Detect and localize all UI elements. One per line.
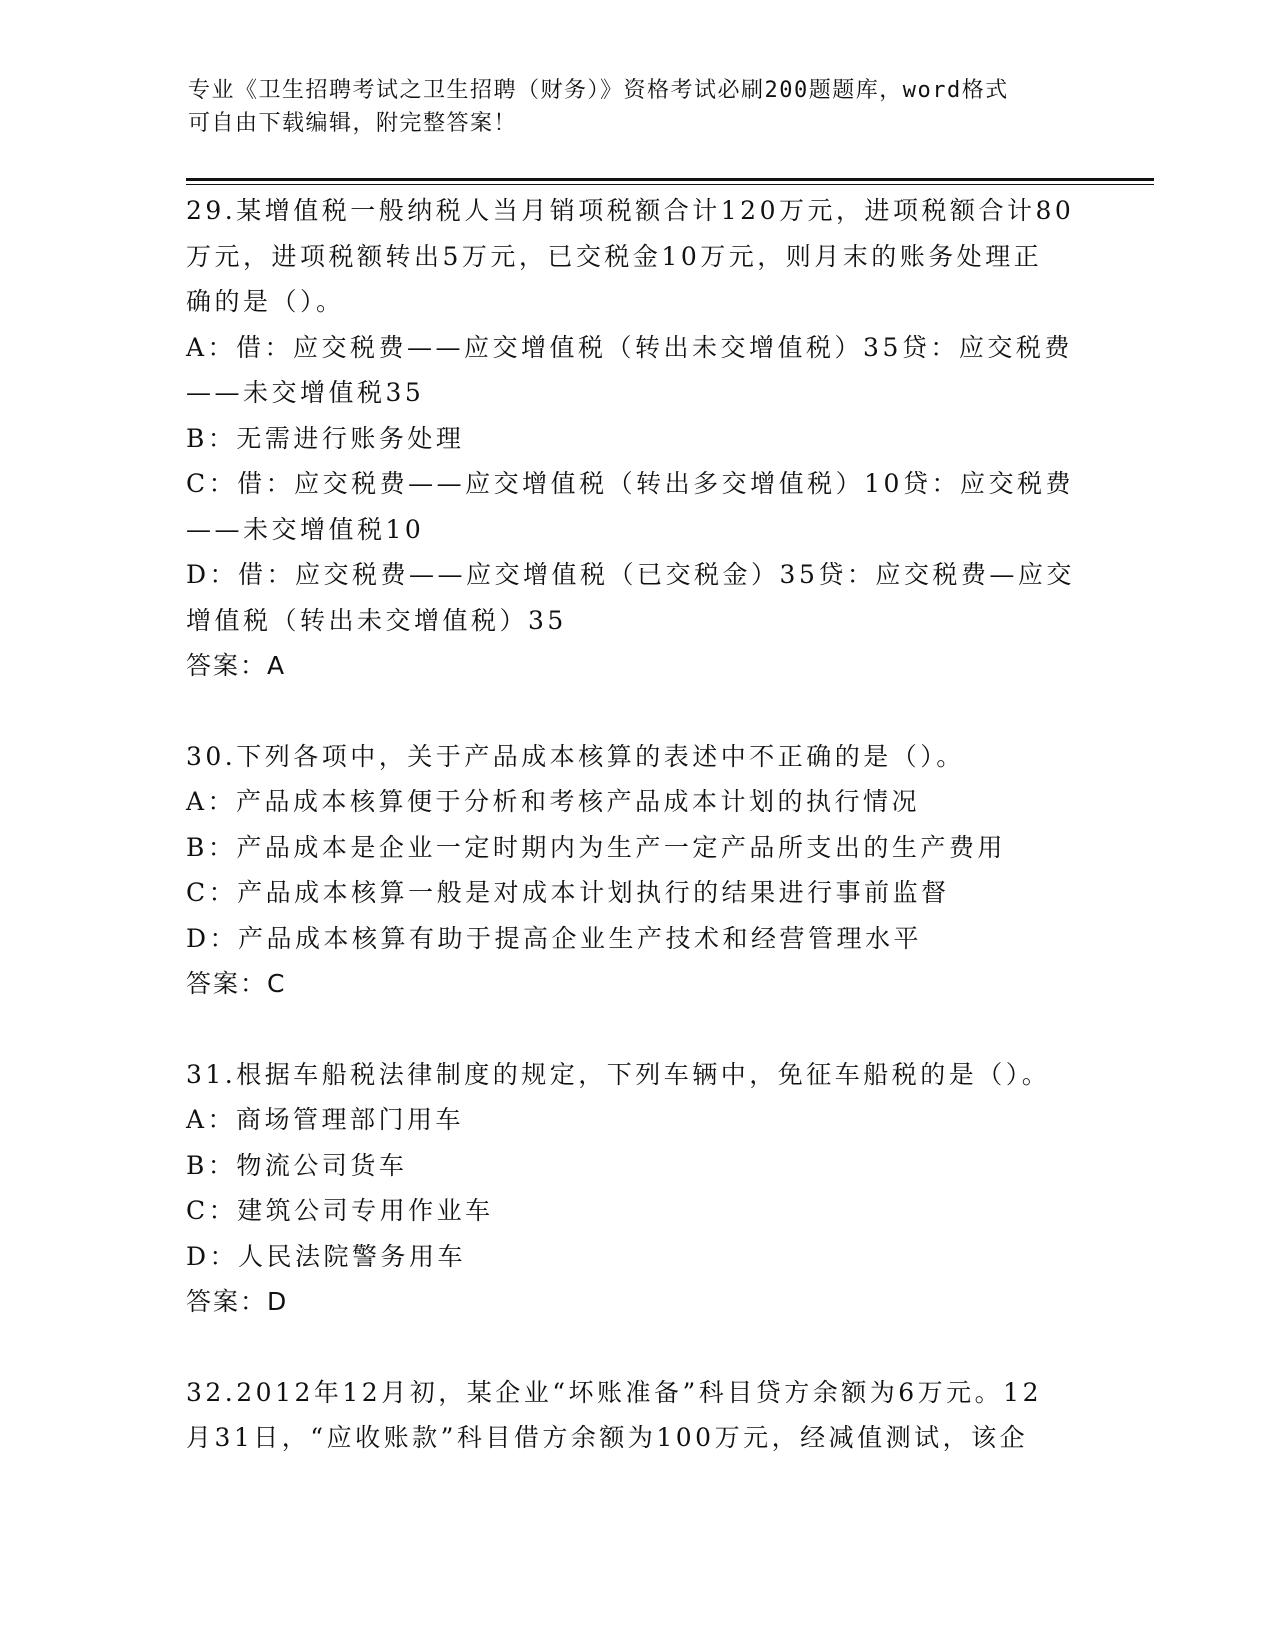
option-d-continued: 增值税（转出未交增值税）35 — [186, 605, 567, 635]
question-31 — [186, 1052, 1086, 1325]
question-29 — [186, 188, 1086, 689]
question-32 — [186, 1370, 1086, 1461]
question-text-line: 确的是（）。 — [186, 287, 345, 316]
option-a-continued: ——未交增值税35 — [186, 378, 425, 407]
header-line-1: 专业《卫生招聘考试之卫生招聘（财务）》资格考试必刷200题题库，word格式 — [188, 78, 1009, 103]
answer-line: 答案：A — [186, 651, 287, 680]
question-text-line: 万元，进项税额转出5万元，已交税金10万元，则月末的账务处理正 — [186, 241, 1043, 271]
option-a: A：商场管理部门用车 — [186, 1105, 465, 1134]
option-c: C：建筑公司专用作业车 — [186, 1196, 494, 1225]
option-d: D：产品成本核算有助于提高企业生产技术和经营管理水平 — [186, 923, 923, 953]
question-text-line: 月31日，“应收账款”科目借方余额为100万元，经减值测试，该企 — [186, 1423, 1029, 1452]
header-line-2: 可自由下载编辑，附完整答案！ — [188, 111, 518, 136]
question-text-line: 31.根据车船税法律制度的规定，下列车辆中，免征车船税的是（）。 — [186, 1059, 1051, 1089]
option-b: B：无需进行账务处理 — [186, 423, 465, 453]
option-a: A：产品成本核算便于分析和考核产品成本计划的执行情况 — [186, 787, 921, 816]
option-a: A：借：应交税费——应交增值税（转出未交增值税）35贷：应交税费 — [186, 332, 1073, 362]
option-c: C：借：应交税费——应交增值税（转出多交增值税）10贷：应交税费 — [186, 469, 1074, 498]
header-divider-thick — [186, 178, 1154, 181]
document-header — [188, 74, 1068, 140]
option-d: D：借：应交税费——应交增值税（已交税金）35贷：应交税费—应交 — [186, 560, 1075, 589]
question-list — [186, 188, 1086, 1506]
answer-line: 答案：D — [186, 1287, 289, 1316]
question-30 — [186, 734, 1086, 1007]
header-divider-thin — [186, 184, 1154, 185]
question-text-line: 29.某增值税一般纳税人当月销项税额合计120万元，进项税额合计80 — [186, 196, 1075, 225]
answer-line: 答案：C — [186, 969, 287, 998]
question-text-line: 30.下列各项中，关于产品成本核算的表述中不正确的是（）。 — [186, 741, 965, 771]
option-b: B：物流公司货车 — [186, 1150, 408, 1180]
option-c: C：产品成本核算一般是对成本计划执行的结果进行事前监督 — [186, 878, 950, 907]
option-d: D：人民法院警务用车 — [186, 1241, 467, 1271]
option-c-continued: ——未交增值税10 — [186, 514, 425, 544]
option-b: B：产品成本是企业一定时期内为生产一定产品所支出的生产费用 — [186, 832, 1006, 862]
question-text-line: 32.2012年12月初，某企业“坏账准备”科目贷方余额为6万元。12 — [186, 1377, 1042, 1407]
